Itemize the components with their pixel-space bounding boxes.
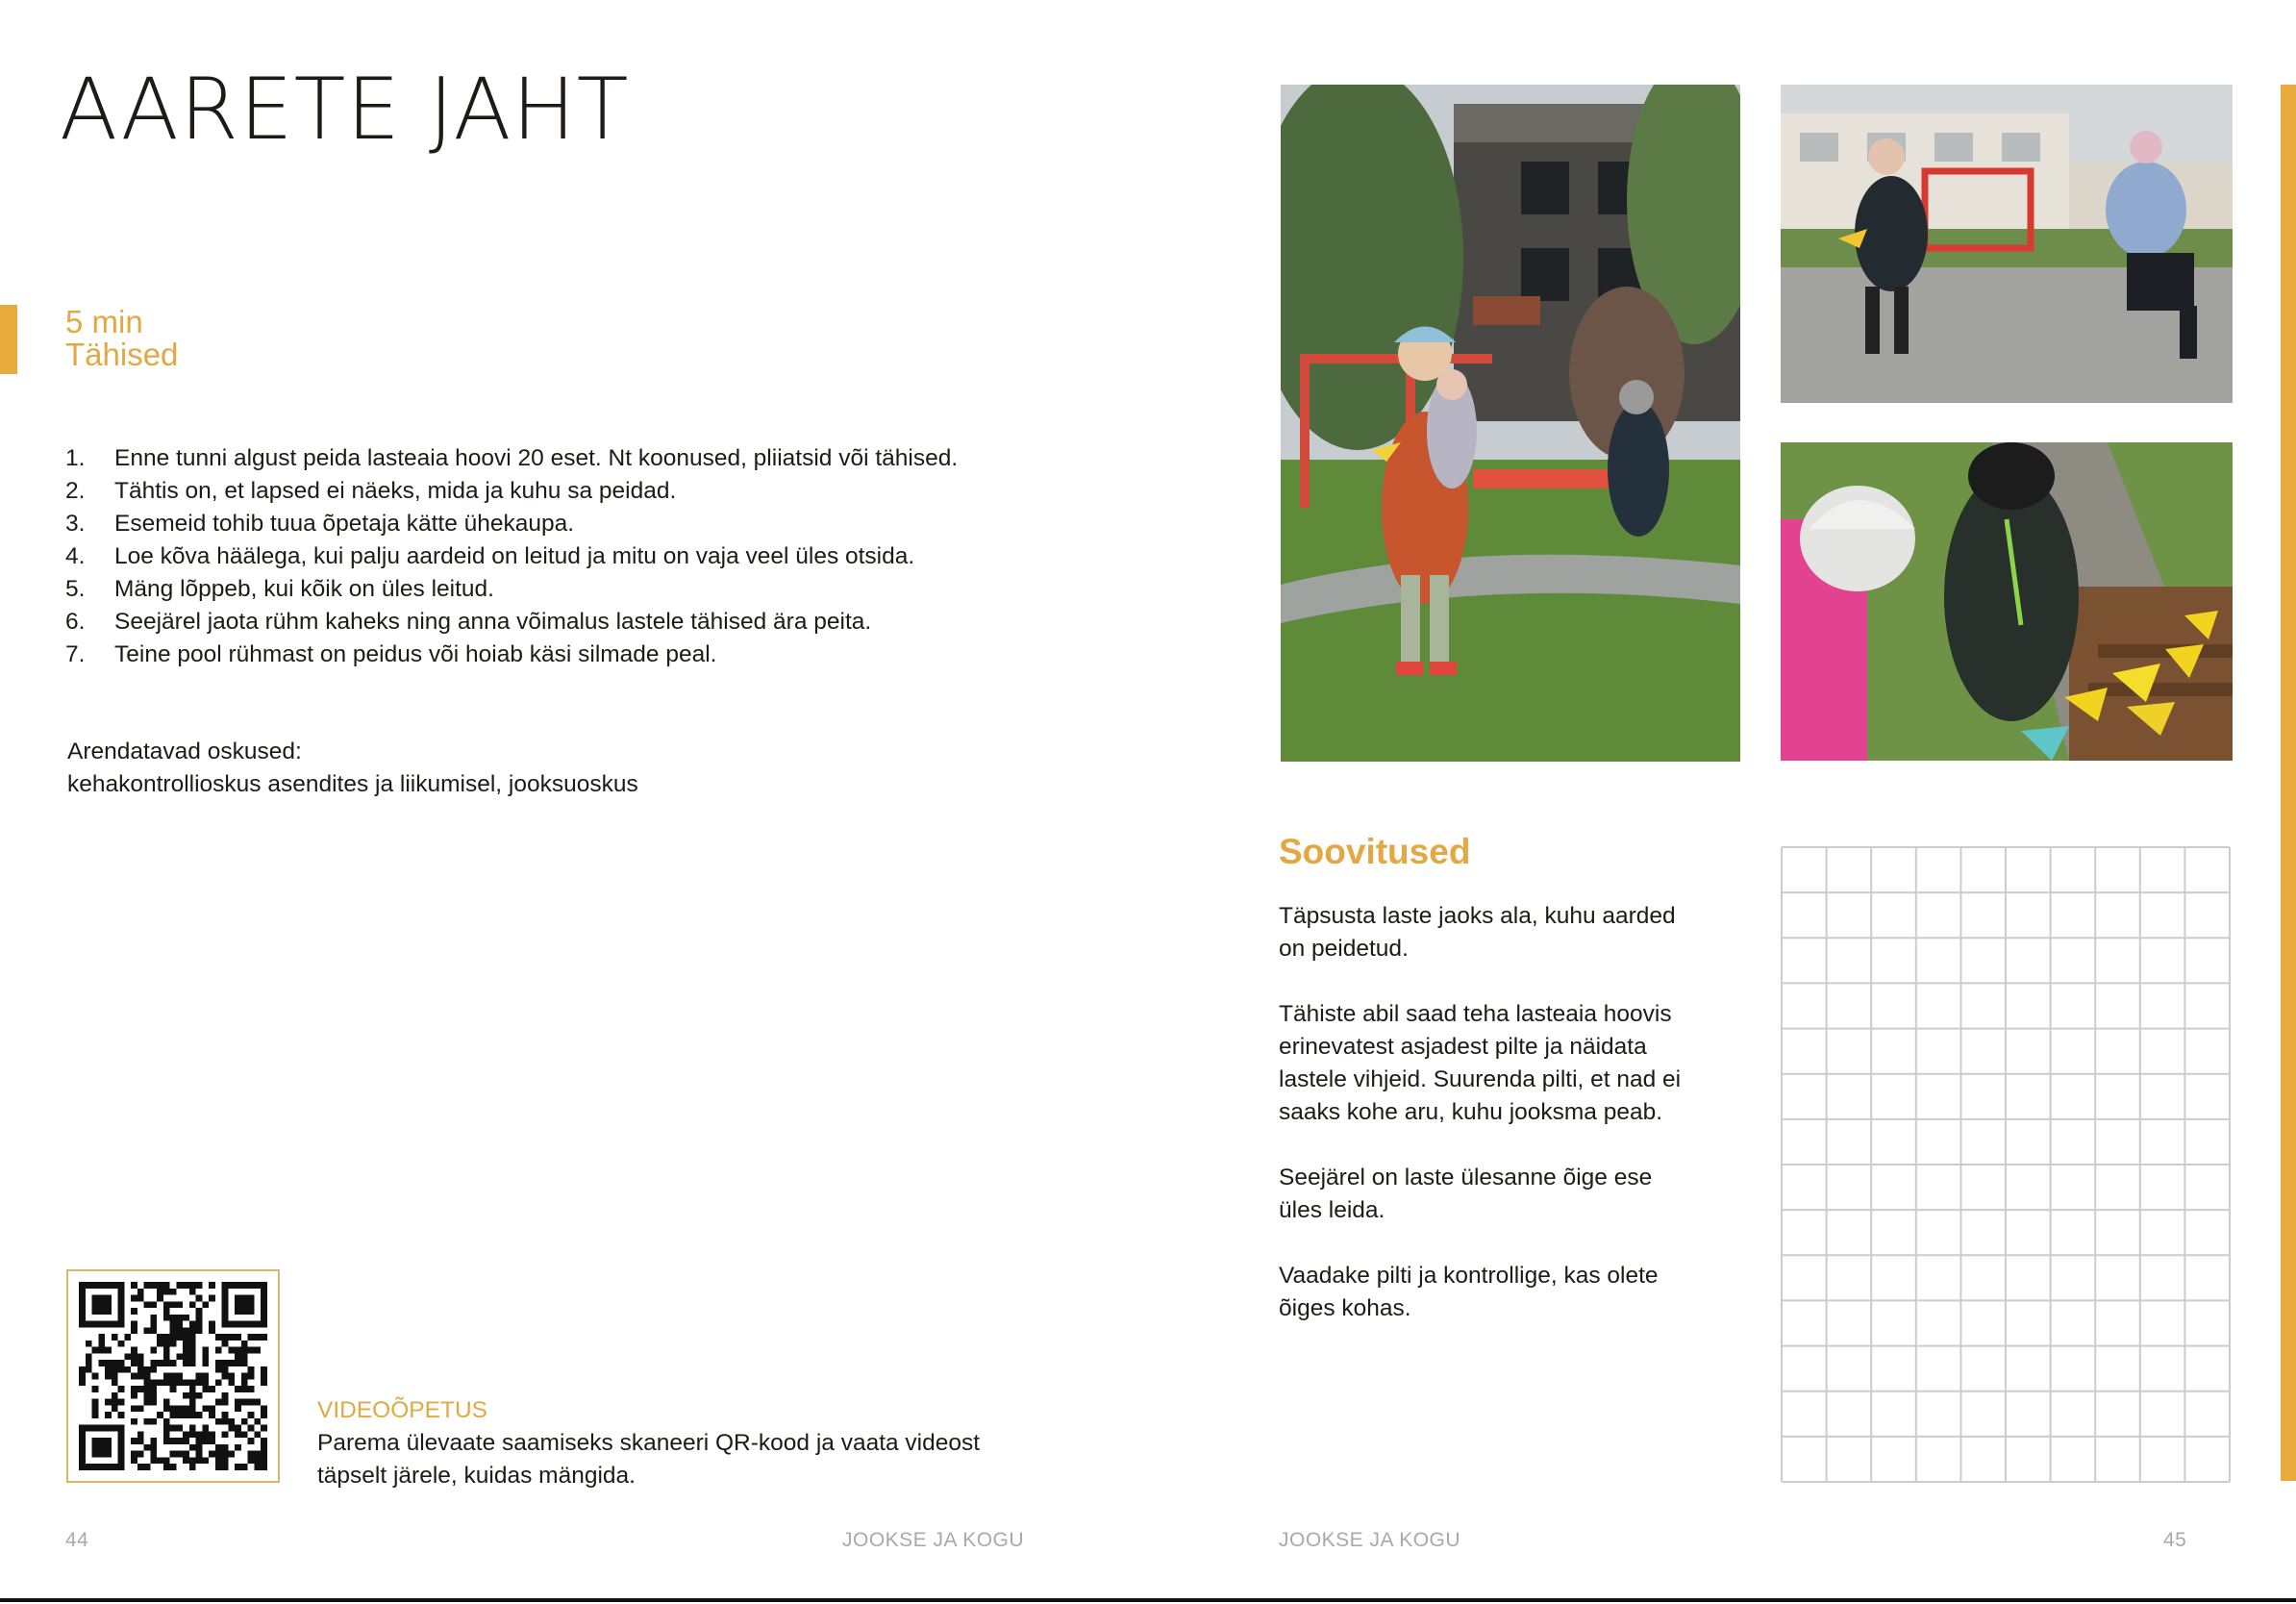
list-item — [65, 442, 1181, 475]
skills-section — [67, 736, 638, 801]
video-label: VIDEOÕPETUS — [317, 1397, 487, 1423]
video-line: Parema ülevaate saamiseks skaneeri QR-kood ja vaata videost — [317, 1430, 981, 1456]
list-item — [65, 475, 1181, 508]
step-number: 1. — [65, 445, 86, 471]
list-item — [65, 639, 1181, 671]
qr-code-icon — [79, 1282, 267, 1470]
recommendation-paragraph — [1279, 1260, 1721, 1325]
text-line: lastele vihjeid. Suurenda pilti, et nad ei — [1279, 1066, 1682, 1092]
recommendations-title: Soovitused — [1279, 832, 1471, 871]
step-number: 2. — [65, 478, 86, 504]
page-number-left: 44 — [65, 1529, 89, 1551]
video-line: täpselt järele, kuidas mängida. — [317, 1463, 636, 1489]
recommendation-paragraph — [1279, 900, 1721, 965]
skills-label: Arendatavad oskused: — [67, 739, 302, 764]
photo-children-bench — [1781, 442, 2233, 761]
video-description — [317, 1427, 1048, 1492]
text-line: Tähiste abil saad teha lasteaia hoovis — [1279, 1001, 1672, 1027]
step-text: Seejärel jaota rühm kaheks ning anna võimalus lastele tähised ära peita. — [114, 609, 872, 635]
step-number: 7. — [65, 641, 86, 667]
right-accent-bar — [2281, 85, 2296, 1481]
text-line: erinevatest asjadest pilte ja näidata — [1279, 1034, 1647, 1060]
step-text: Tähtis on, et lapsed ei näeks, mida ja kuhu sa peidad. — [114, 478, 677, 504]
step-text: Esemeid tohib tuua õpetaja kätte ühekaupa. — [114, 511, 575, 537]
list-item — [65, 606, 1181, 639]
step-number: 4. — [65, 543, 86, 569]
text-line: saaks kohe aru, kuhu jooksma peab. — [1279, 1099, 1663, 1125]
skills-text: kehakontrollioskus asendites ja liikumisel, jooksuoskus — [67, 771, 638, 797]
recommendation-paragraph — [1279, 998, 1721, 1129]
text-line: Täpsusta laste jaoks ala, kuhu aarded — [1279, 903, 1676, 929]
list-item — [65, 573, 1181, 606]
list-item — [65, 508, 1181, 540]
qr-code[interactable] — [66, 1269, 280, 1483]
left-accent-bar — [0, 305, 17, 374]
page-title: AARETE JAHT — [60, 60, 630, 159]
step-text: Teine pool rühmast on peidus või hoiab käsi silmade peal. — [114, 641, 717, 667]
photo-two-children — [1781, 85, 2233, 403]
recommendations-body — [1279, 900, 1721, 1358]
page-number-right: 45 — [2163, 1529, 2187, 1551]
bottom-border — [0, 1598, 2296, 1602]
text-line: Seejärel on laste ülesanne õige ese — [1279, 1165, 1653, 1190]
activity-meta — [65, 306, 178, 371]
recommendation-paragraph — [1279, 1162, 1721, 1227]
step-text: Enne tunni algust peida lasteaia hoovi 20 eset. Nt koonused, pliiatsid või tähised. — [114, 445, 959, 471]
text-line: on peidetud. — [1279, 936, 1409, 962]
running-footer-left: JOOKSE JA KOGU — [842, 1529, 1025, 1551]
notes-grid-lines — [1781, 846, 2231, 1483]
text-line: üles leida. — [1279, 1197, 1385, 1223]
notes-grid — [1781, 846, 2231, 1483]
photo-children-running — [1281, 85, 1740, 762]
instructions-list — [65, 442, 1181, 671]
text-line: Vaadake pilti ja kontrollige, kas olete — [1279, 1263, 1659, 1289]
equipment: Tähised — [65, 337, 179, 372]
step-number: 5. — [65, 576, 86, 602]
running-footer-right: JOOKSE JA KOGU — [1279, 1529, 1461, 1551]
step-text: Mäng lõppeb, kui kõik on üles leitud. — [114, 576, 494, 602]
text-line: õiges kohas. — [1279, 1295, 1411, 1321]
duration: 5 min — [65, 304, 143, 339]
step-text: Loe kõva häälega, kui palju aardeid on leitud ja mitu on vaja veel üles otsida. — [114, 543, 915, 569]
step-number: 3. — [65, 511, 86, 537]
list-item — [65, 540, 1181, 573]
step-number: 6. — [65, 609, 86, 635]
